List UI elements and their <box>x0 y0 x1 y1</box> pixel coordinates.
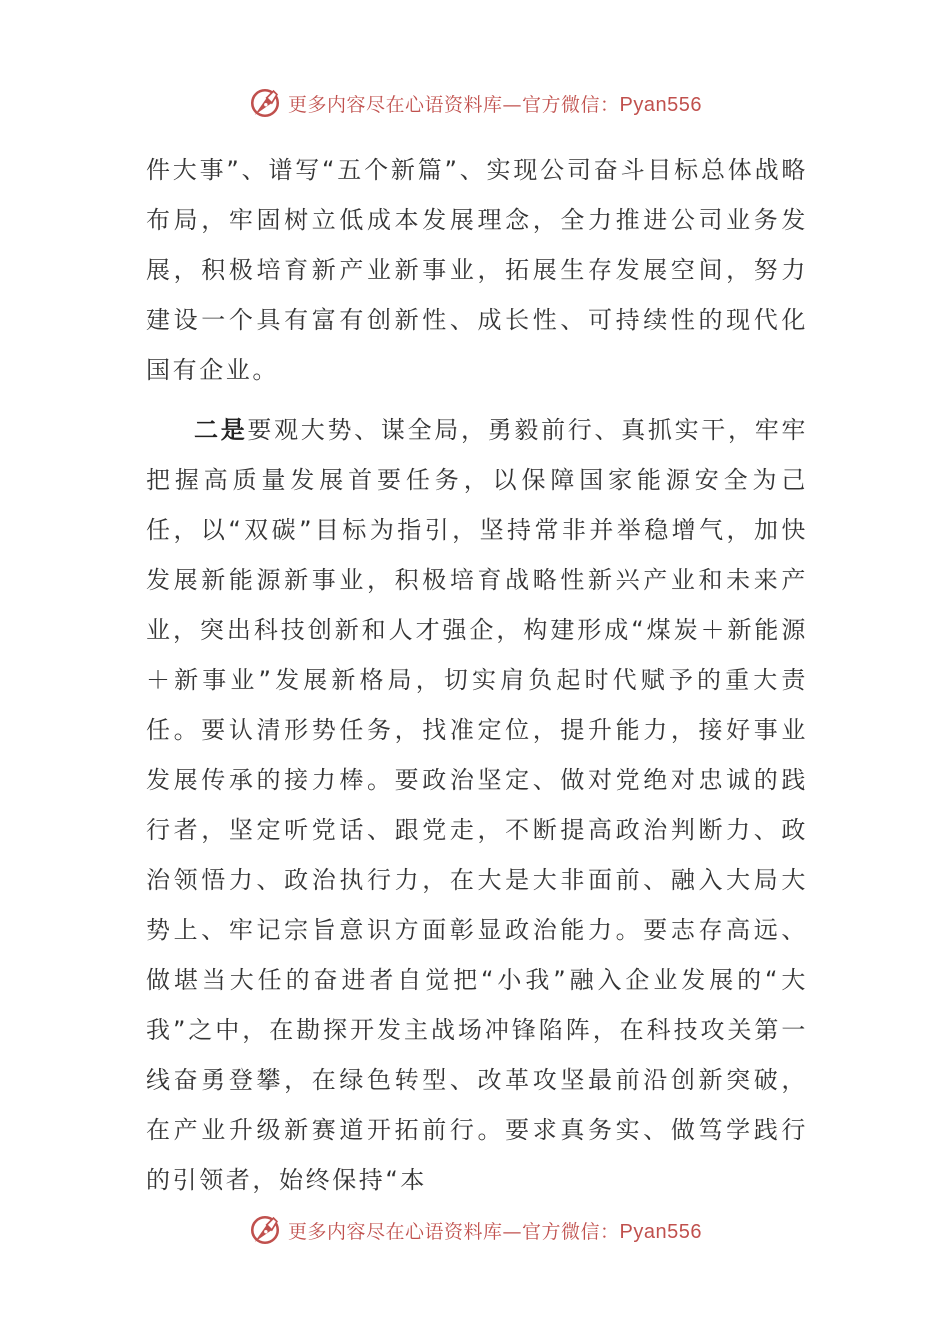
paragraph-2-lead: 二是 <box>194 416 248 444</box>
pen-nib-icon <box>248 86 282 120</box>
footer-wechat-id: Pyan556 <box>619 1220 702 1243</box>
header-wechat-id: Pyan556 <box>619 93 702 116</box>
header-wechat-label: 官方微信： <box>522 93 620 116</box>
header-text <box>288 90 702 117</box>
paragraph-2 <box>146 405 808 1205</box>
footer-text <box>288 1217 702 1244</box>
document-body <box>146 145 808 1205</box>
footer-banner <box>0 1210 950 1250</box>
header-prefix: 更多内容尽在心语资料库 <box>288 93 503 116</box>
footer-wechat-label: 官方微信： <box>522 1220 620 1243</box>
paragraph-1: 件大事”、谱写“五个新篇”、实现公司奋斗目标总体战略布局，牢固树立低成本发展理念，全力推进公司业务发展，积极培育新产业新事业，拓展生存发展空间，努力建设一个具有富有创新性、成长性、可持续性的现代化国有企业。 <box>146 156 808 384</box>
header-banner <box>0 83 950 123</box>
header-separator: — <box>502 93 523 116</box>
footer-separator: — <box>502 1220 523 1243</box>
pen-nib-icon <box>248 1213 282 1247</box>
footer-prefix: 更多内容尽在心语资料库 <box>288 1220 503 1243</box>
paragraph-2-text: 要观大势、谋全局，勇毅前行、真抓实干，牢牢把握高质量发展首要任务，以保障国家能源安全为己任，以“双碳”目标为指引，坚持常非并举稳增气，加快发展新能源新事业，积极培育战略性新兴产业和未来产业，突出科技创新和人才强企，构建形成“煤炭＋新能源＋新事业”发展新格局，切实肩负起时代赋予的重大责任。要认清形势任务，找准定位，提升能力，接好事业发展传承的接力棒。要政治坚定、做对党绝对忠诚的践行者，坚定听党话、跟党走，不断提高政治判断力、政治领悟力、政治执行力，在大是大非面前、融入大局大势上、牢记宗旨意识方面彰显政治能力。要志存高远、做堪当大任的奋进者自觉把“小我”融入企业发展的“大我”之中，在勘探开发主战场冲锋陷阵，在科技攻关第一线奋勇登攀，在绿色转型、改革攻坚最前沿创新突破，在产业升级新赛道开拓前行。要求真务实、做笃学践行的引领者，始终保持“本 <box>146 416 808 1194</box>
